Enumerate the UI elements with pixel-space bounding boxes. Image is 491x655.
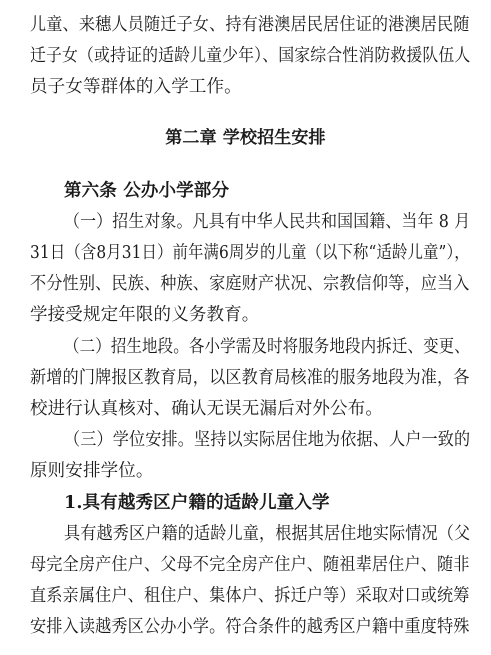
section2-line-1: （二）招生地段。各小学需及时将服务地段内拆迁、变更、 bbox=[64, 337, 470, 357]
section4-line-3: 直系亲属住户、租住户、集体户、拆迁户等）采取对口或统筹 bbox=[30, 586, 470, 606]
intro-line-3: 员子女等群体的入学工作。 bbox=[30, 77, 242, 97]
chapter-title: 第二章 学校招生安排 bbox=[165, 128, 326, 148]
section2-line-3: 校进行认真核对、确认无误无漏后对外公布。 bbox=[30, 399, 383, 419]
article-title: 第六条 公办小学部分 bbox=[64, 181, 230, 201]
section1-line-3: 不分性别、民族、种族、家庭财产状况、宗教信仰等，应当入 bbox=[30, 274, 470, 294]
section1-line-2: 31日（含8月31日）前年满6周岁的儿童（以下称“适龄儿童”）， bbox=[30, 243, 470, 263]
section1-line-1: （一）招生对象。凡具有中华人民共和国国籍、当年 8 月 bbox=[64, 212, 471, 232]
section4-line-2: 母完全房产住户、父母不完全房产住户、随祖辈居住户、随非 bbox=[30, 555, 470, 575]
intro-line-1: 儿童、来穗人员随迁子女、持有港澳居民居住证的港澳居民随 bbox=[30, 15, 470, 35]
section3-line-2: 原则安排学位。 bbox=[30, 461, 154, 481]
section4-line-4: 安排入读越秀区公办小学。符合条件的越秀区户籍中重度特殊 bbox=[30, 617, 470, 637]
section1-line-4: 学接受规定年限的义务教育。 bbox=[30, 305, 260, 325]
section2-line-2: 新增的门牌报区教育局，以区教育局核准的服务地段为准，各 bbox=[30, 368, 470, 388]
subheading: 1.具有越秀区户籍的适龄儿童入学 bbox=[64, 493, 330, 513]
section3-line-1: （三）学位安排。坚持以实际居住地为依据、人户一致的 bbox=[64, 430, 471, 450]
section4-line-1: 具有越秀区户籍的适龄儿童，根据其居住地实际情况（父 bbox=[64, 524, 471, 544]
intro-line-2: 迁子女（或持证的适龄儿童少年）、国家综合性消防救援队伍人 bbox=[30, 46, 471, 66]
